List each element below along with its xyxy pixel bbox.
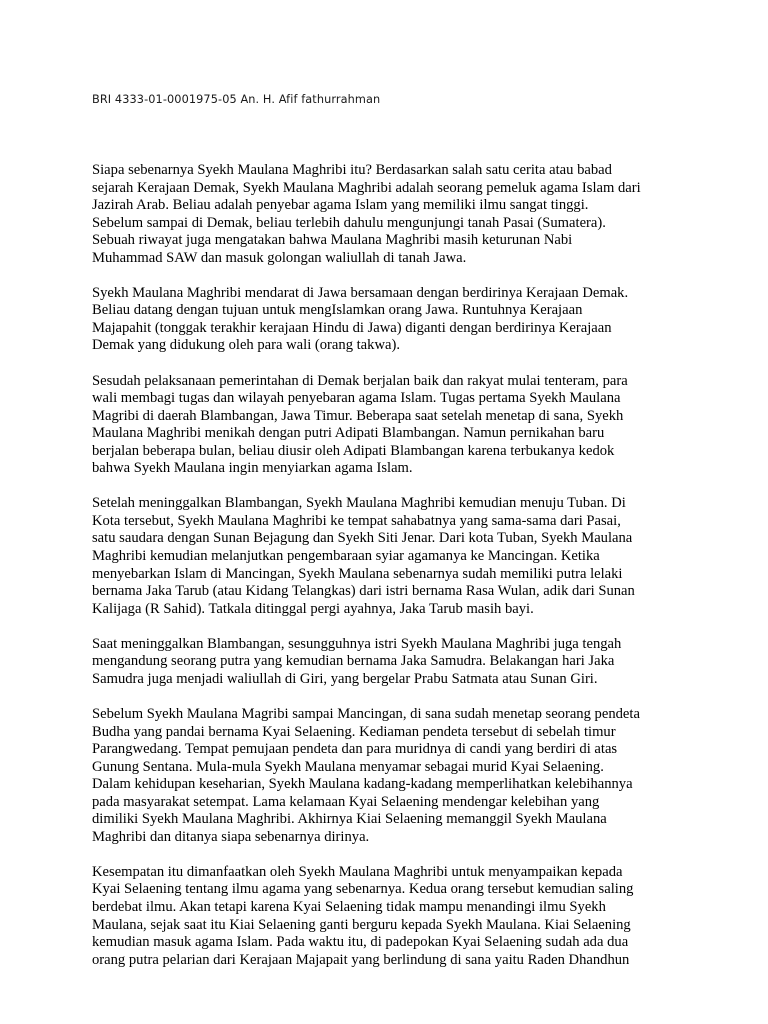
text-line: Majapahit (tonggak terakhir kerajaan Hindu di Jawa) diganti dengan berdirinya Kerajaan bbox=[92, 319, 612, 336]
paragraph-3 bbox=[92, 373, 692, 478]
text-line: Demak yang didukung oleh para wali (orang takwa). bbox=[92, 337, 400, 354]
text-line: bernama Jaka Tarub (atau Kidang Telangkas) dari istri bernama Rasa Wulan, adik dari Sunan bbox=[92, 583, 635, 600]
text-line: menyebarkan Islam di Mancingan, Syekh Maulana sebenarnya sudah memiliki putra lelaki bbox=[92, 565, 623, 582]
text-line: Sesudah pelaksanaan pemerintahan di Demak berjalan baik dan rakyat mulai tenteram, para bbox=[92, 372, 628, 389]
text-line: berdebat ilmu. Akan tetapi karena Kyai Selaening tidak mampu menandingi ilmu Syekh bbox=[92, 898, 606, 915]
text-line: Sebelum Syekh Maulana Magribi sampai Mancingan, di sana sudah menetap seorang pendeta bbox=[92, 705, 640, 722]
paragraph-1 bbox=[92, 162, 692, 267]
text-line: Gunung Sentana. Mula-mula Syekh Maulana menyamar sebagai murid Kyai Selaening. bbox=[92, 758, 604, 775]
text-line: Sebuah riwayat juga mengatakan bahwa Maulana Maghribi masih keturunan Nabi bbox=[92, 232, 573, 249]
text-line: kemudian masuk agama Islam. Pada waktu itu, di padepokan Kyai Selaening sudah ada dua bbox=[92, 934, 629, 951]
text-line: Magribi di daerah Blambangan, Jawa Timur. Beberapa saat setelah menetap di sana, Syekh bbox=[92, 407, 624, 424]
text-line: Beliau datang dengan tujuan untuk mengIslamkan orang Jawa. Runtuhnya Kerajaan bbox=[92, 302, 583, 319]
document-body bbox=[92, 162, 692, 987]
text-line: berjalan beberapa bulan, beliau diusir oleh Adipati Blambangan karena terbukanya kedok bbox=[92, 442, 615, 459]
paragraph-5 bbox=[92, 636, 692, 689]
paragraph-4 bbox=[92, 495, 692, 618]
text-line: Maulana Maghribi menikah dengan putri Adipati Blambangan. Namun pernikahan baru bbox=[92, 425, 605, 442]
text-line: Kesempatan itu dimanfaatkan oleh Syekh Maulana Maghribi untuk menyampaikan kepada bbox=[92, 863, 623, 880]
text-line: sejarah Kerajaan Demak, Syekh Maulana Maghribi adalah seorang pemeluk agama Islam dari bbox=[92, 179, 641, 196]
text-line: Maulana, sejak saat itu Kiai Selaening ganti berguru kepada Syekh Maulana. Kiai Selaening bbox=[92, 916, 631, 933]
text-line: Maghribi kemudian melanjutkan pengembaraan syiar agamanya ke Mancingan. Ketika bbox=[92, 548, 600, 565]
text-line: Maghribi dan ditanya siapa sebenarnya dirinya. bbox=[92, 828, 370, 845]
paragraph-7 bbox=[92, 864, 692, 969]
text-line: orang putra pelarian dari Kerajaan Majapait yang berlindung di sana yaitu Raden Dhandhun bbox=[92, 951, 630, 968]
text-line: bahwa Syekh Maulana ingin menyiarkan agama Islam. bbox=[92, 460, 413, 477]
text-line: wali membagi tugas dan wilayah penyebaran agama Islam. Tugas pertama Syekh Maulana bbox=[92, 390, 621, 407]
account-header: BRI 4333-01-0001975-05 An. H. Afif fathurrahman bbox=[92, 93, 381, 106]
text-line: Kota tersebut, Syekh Maulana Maghribi ke tempat sahabatnya yang sama-sama dari Pasai, bbox=[92, 512, 621, 529]
text-line: Setelah meninggalkan Blambangan, Syekh Maulana Maghribi kemudian menuju Tuban. Di bbox=[92, 495, 626, 512]
text-line: mengandung seorang putra yang kemudian bernama Jaka Samudra. Belakangan hari Jaka bbox=[92, 653, 615, 670]
text-line: Dalam kehidupan keseharian, Syekh Maulana kadang-kadang memperlihatkan kelebihannya bbox=[92, 776, 633, 793]
text-line: Syekh Maulana Maghribi mendarat di Jawa bersamaan dengan berdirinya Kerajaan Demak. bbox=[92, 284, 629, 301]
text-line: dimiliki Syekh Maulana Maghribi. Akhirnya Kiai Selaening memanggil Syekh Maulana bbox=[92, 811, 607, 828]
text-line: Muhammad SAW dan masuk golongan waliullah di tanah Jawa. bbox=[92, 249, 467, 266]
text-line: pada masyarakat setempat. Lama kelamaan Kyai Selaening mendengar kelebihan yang bbox=[92, 793, 600, 810]
text-line: Kalijaga (R Sahid). Tatkala ditinggal pergi ayahnya, Jaka Tarub masih bayi. bbox=[92, 600, 534, 617]
paragraph-2 bbox=[92, 285, 692, 355]
text-line: Budha yang pandai bernama Kyai Selaening. Kediaman pendeta tersebut di sebelah timur bbox=[92, 723, 616, 740]
text-line: satu saudara dengan Sunan Bejagung dan Syekh Siti Jenar. Dari kota Tuban, Syekh Maulana bbox=[92, 530, 633, 547]
text-line: Siapa sebenarnya Syekh Maulana Maghribi itu? Berdasarkan salah satu cerita atau babad bbox=[92, 162, 612, 178]
text-line: Saat meninggalkan Blambangan, sesungguhnya istri Syekh Maulana Maghribi juga tengah bbox=[92, 635, 622, 652]
text-line: Sebelum sampai di Demak, beliau terlebih dahulu mengunjungi tanah Pasai (Sumatera). bbox=[92, 214, 606, 231]
text-line: Kyai Selaening tentang ilmu agama yang sebenarnya. Kedua orang tersebut kemudian saling bbox=[92, 881, 634, 898]
text-line: Jazirah Arab. Beliau adalah penyebar agama Islam yang memiliki ilmu sangat tinggi. bbox=[92, 197, 589, 214]
text-line: Samudra juga menjadi waliullah di Giri, yang bergelar Prabu Satmata atau Sunan Giri. bbox=[92, 670, 598, 687]
text-line: Parangwedang. Tempat pemujaan pendeta dan para muridnya di candi yang berdiri di atas bbox=[92, 741, 618, 758]
paragraph-6 bbox=[92, 706, 692, 846]
